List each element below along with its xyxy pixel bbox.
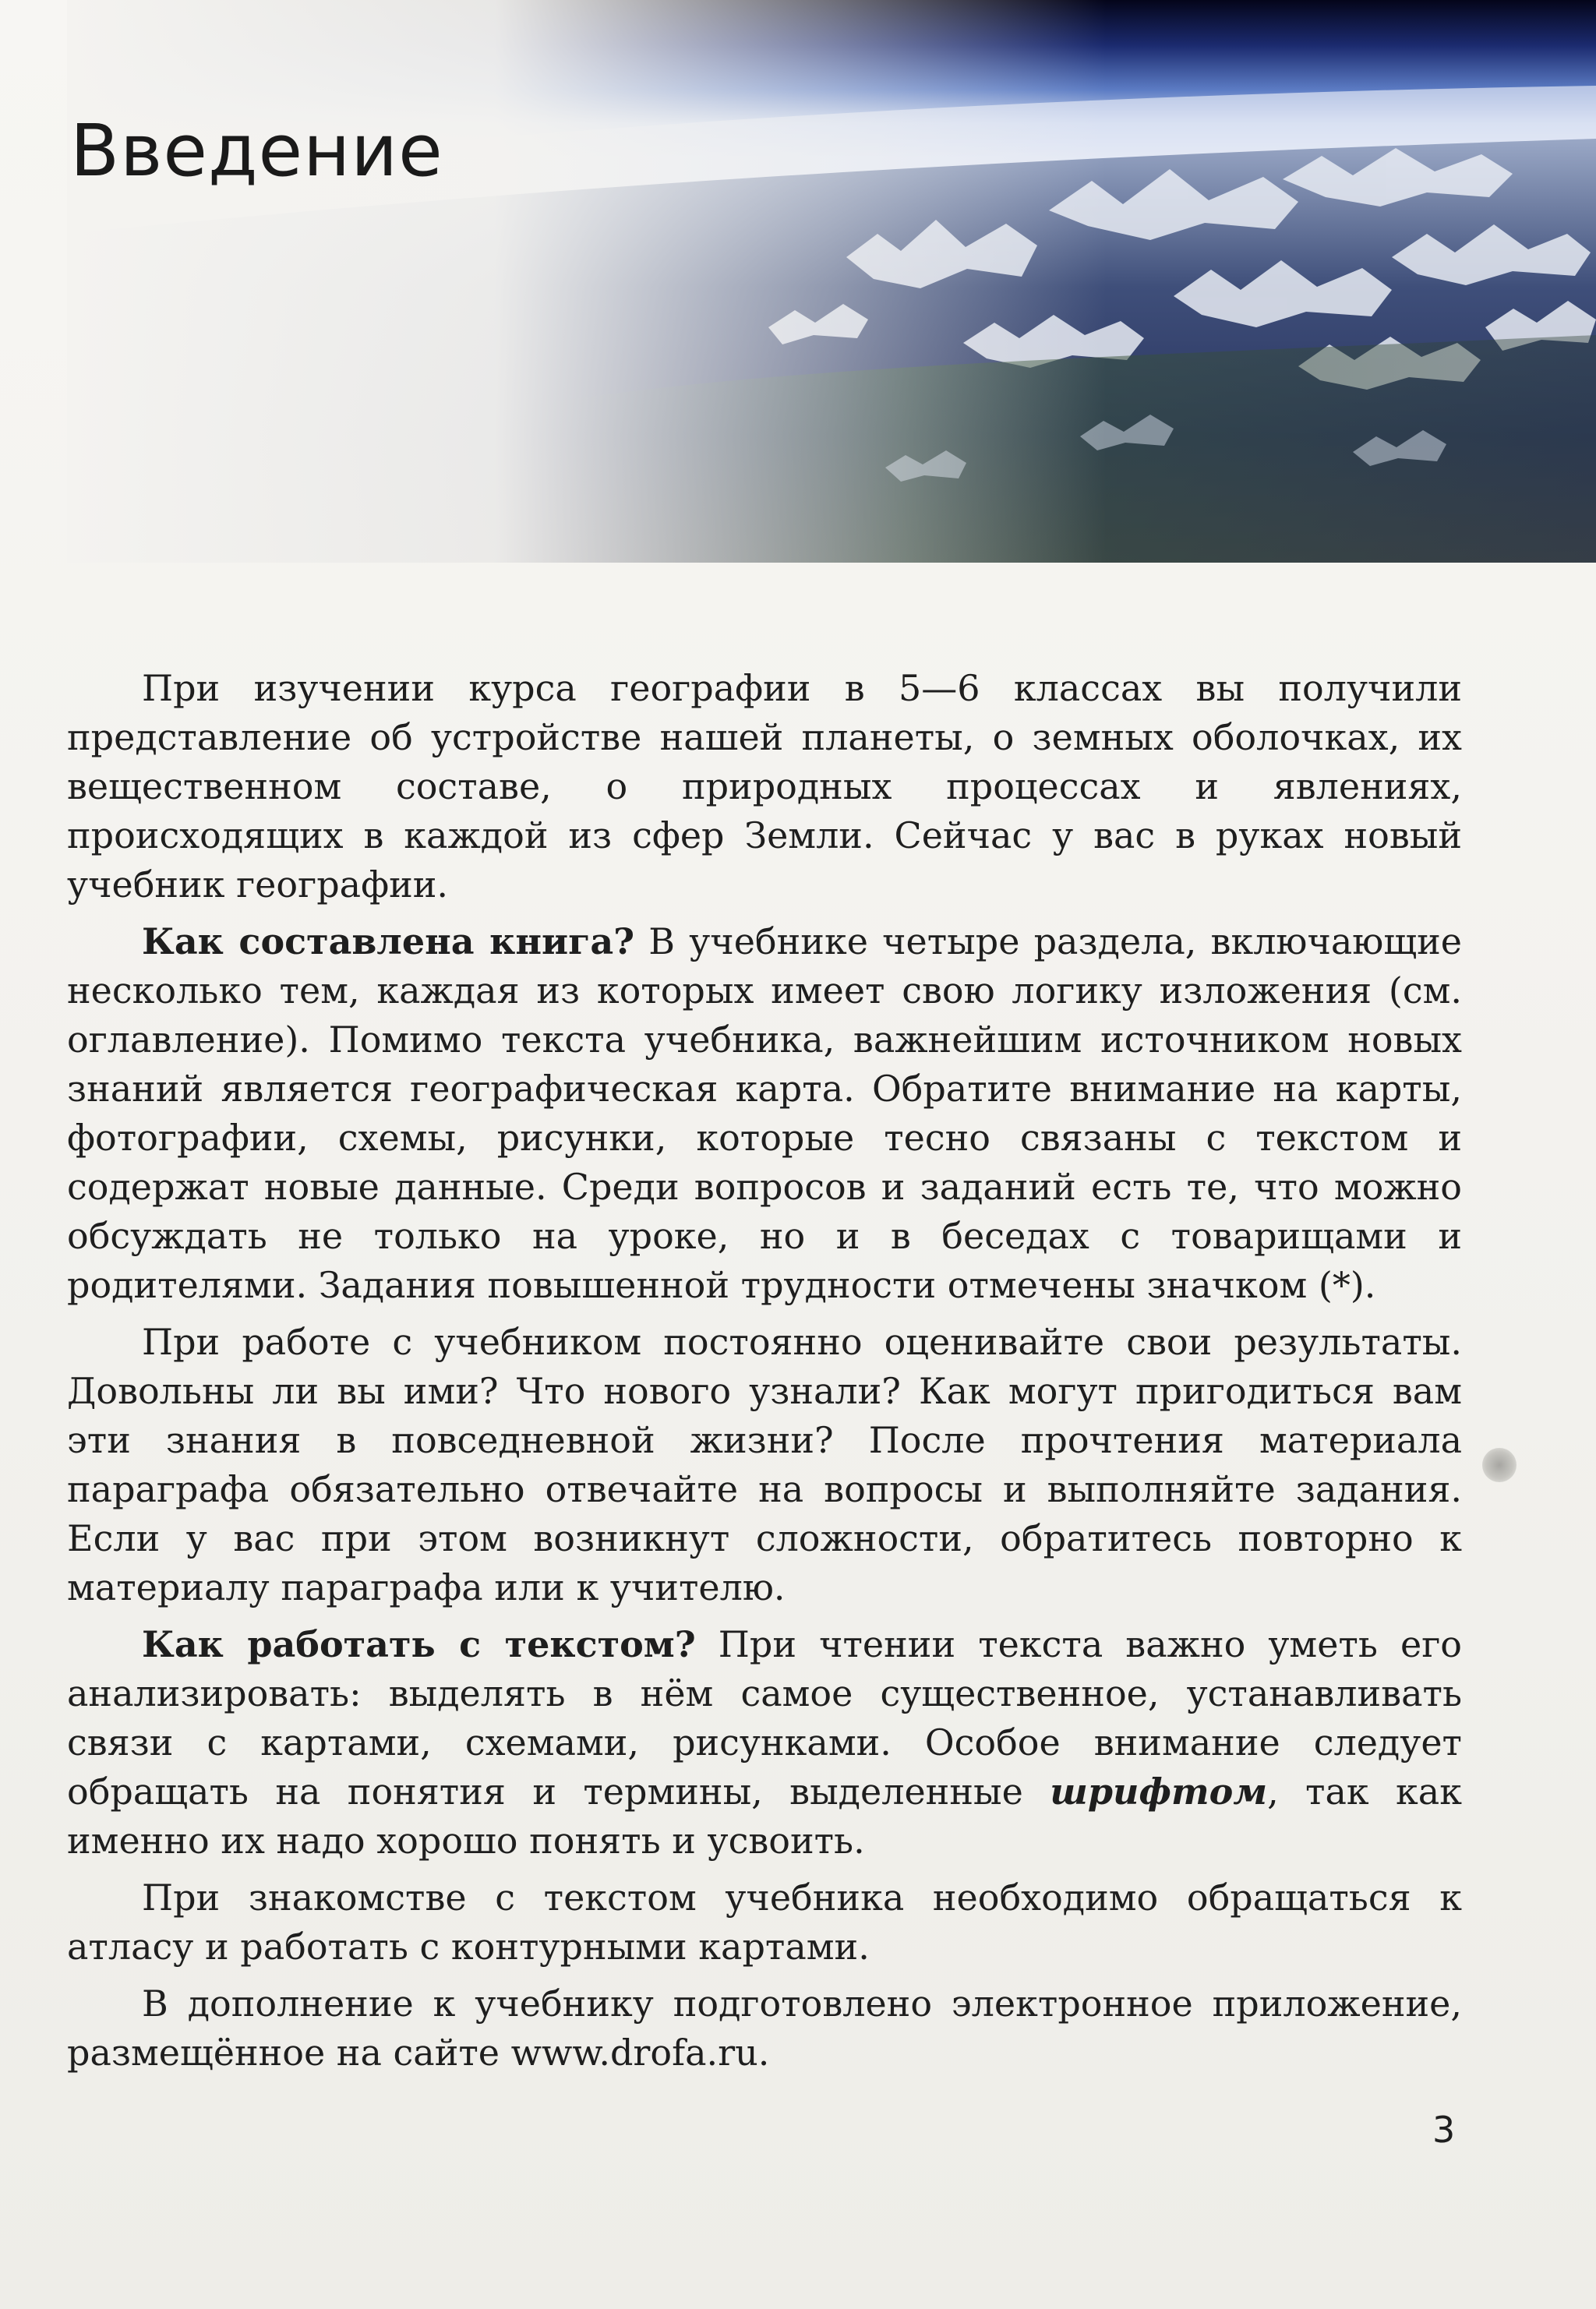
- page-number: 3: [1432, 2109, 1456, 2151]
- paragraph-text: При чтении текста важно уметь его анализировать: выделять в нём самое существенное, устанавливать связи с картами, схемами, рисунками. Особое внимание следует обращать на понятия и термины, выделенные: [67, 1623, 1463, 1813]
- paragraph-working-with-text: [67, 1620, 1462, 1866]
- paragraph-book-structure: [67, 917, 1462, 1310]
- paper-stain: [1482, 1448, 1517, 1482]
- paragraph-text: , так как именно их надо хорошо понять и усвоить.: [67, 1771, 1462, 1862]
- subheading-working-with-text: Как работать с текстом?: [142, 1623, 696, 1665]
- body-text: [67, 664, 1462, 2085]
- paragraph-electronic-supplement: В дополнение к учебнику подготовлено электронное приложение, размещённое на сайте www.drofa.ru.: [67, 1982, 1462, 2074]
- paragraph-atlas: При знакомстве с текстом учебника необходимо обращаться к атласу и работать с контурными картами.: [67, 1877, 1462, 1968]
- mountains-from-space-image: [67, 0, 1596, 563]
- page-title: Введение: [70, 109, 443, 192]
- subheading-book-structure: Как составлена книга?: [142, 920, 635, 962]
- paragraph-intro: При изучении курса географии в 5—6 классах вы получили представление об устройстве нашей планеты, о земных оболочках, их вещественном составе, о природных процессах и явлениях, происходящих в каждой из сфер Земли. Сейчас у вас в руках новый учебник географии.: [67, 667, 1462, 906]
- highlighted-term: шрифтом: [1050, 1771, 1268, 1813]
- paragraph-text: В учебнике четыре раздела, включающие несколько тем, каждая из которых имеет свою логику изложения (см. оглавление). Помимо текста учебника, важнейшим источником новых знаний является географическая карта. Обратите внимание на карты, фотографии, схемы, рисунки, которые тесно связаны с текстом и содержат новые данные. Среди вопросов и заданий есть те, что можно обсуждать не только на уроке, но и в беседах с товарищами и родителями. Задания повышенной трудности отмечены значком (*).: [67, 920, 1463, 1306]
- paragraph-self-assessment: При работе с учебником постоянно оценивайте свои результаты. Довольны ли вы ими? Что нового узнали? Как могут пригодиться вам эти знания в повседневной жизни? После прочтения материала параграфа обязательно отвечайте на вопросы и выполняйте задания. Если у вас при этом возникнут сложности, обратитесь повторно к материалу параграфа или к учителю.: [67, 1321, 1462, 1608]
